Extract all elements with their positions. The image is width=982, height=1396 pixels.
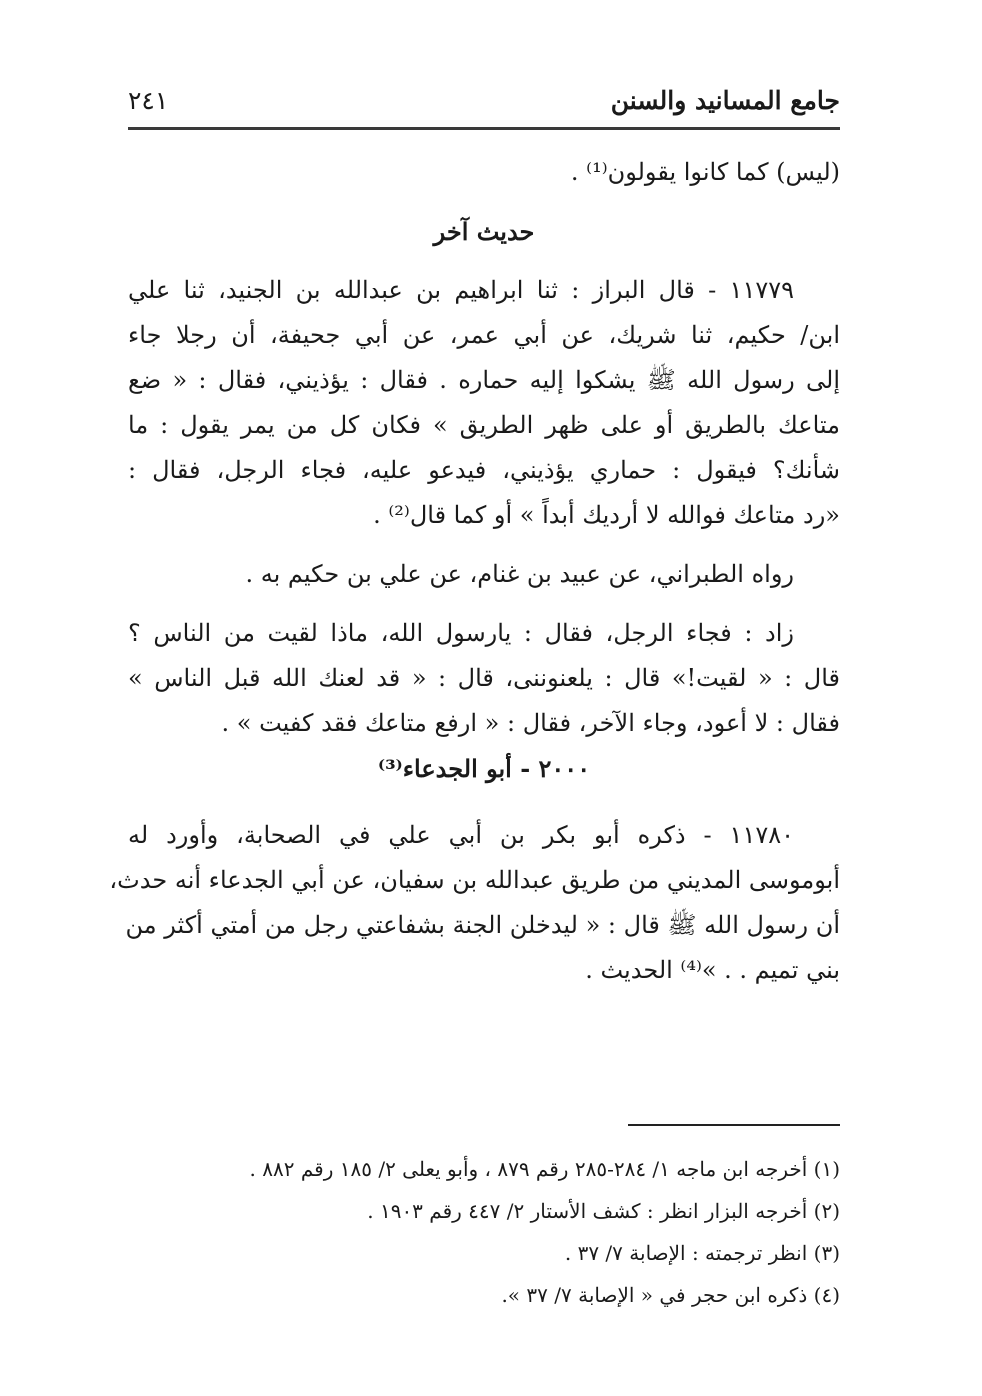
text-line: إلى رسول الله ﷺ يشكوا إليه حماره . فقال : يؤذيني، فقال : « ضع	[128, 366, 840, 394]
text-line: ابن/ حكيم، ثنا شريك، عن أبي عمر، عن أبي جحيفة، أن رجلا جاء	[128, 321, 840, 349]
text-line: ١١٧٨٠ - ذكره أبو بكر بن أبي علي في الصحابة، وأورد له	[128, 821, 794, 849]
footnote-rule	[628, 1124, 840, 1126]
entry-heading: ٢٠٠٠ - أبو الجدعاء⁽³⁾	[377, 754, 591, 783]
text-line: قال : « لقيت!» قال : يلعنوننى، قال : « قد لعنك الله قبل الناس »	[128, 664, 840, 692]
text-line: متاعك بالطريق أو على ظهر الطريق » فكان كل من يمر يقول : ما	[128, 411, 840, 439]
text-line: «رد متاعك فوالله لا أرديك أبداً » أو كما قال⁽²⁾ .	[373, 501, 840, 529]
text-line: فقال : لا أعود، وجاء الآخر، فقال : « ارفع متاعك فقد كفيت » .	[221, 709, 840, 737]
running-title: جامع المسانيد والسنن	[610, 86, 840, 115]
footnote: (١) أخرجه ابن ماجه ١/ ٢٨٤-٢٨٥ رقم ٨٧٩ ، وأبو يعلى ٢/ ١٨٥ رقم ٨٨٢ .	[249, 1157, 840, 1181]
text-line: شأنك؟ فيقول : حماري يؤذيني، فيدعو عليه، فجاء الرجل، فقال :	[128, 456, 840, 484]
footnote: (٣) انظر ترجمته : الإصابة ٧/ ٣٧ .	[564, 1241, 840, 1265]
text-line: ١١٧٧٩ - قال البراز : ثنا ابراهيم بن عبدالله بن الجنيد، ثنا علي	[128, 276, 794, 304]
section-heading: حديث آخر	[433, 217, 535, 246]
text-line: أن رسول الله ﷺ قال : « ليدخلن الجنة بشفاعتي رجل من أمتي أكثر من	[125, 911, 840, 939]
page-header	[128, 86, 840, 122]
page-number: ٢٤١	[128, 86, 169, 115]
text-line: بني تميم . . »⁽⁴⁾ الحديث .	[585, 956, 840, 984]
text-line: زاد : فجاء الرجل، فقال : يارسول الله، ماذا لقيت من الناس ؟	[128, 619, 794, 647]
text-line: (ليس) كما كانوا يقولون⁽¹⁾ .	[570, 158, 840, 186]
footnotes	[128, 1148, 840, 1316]
text-line: أبوموسى المديني من طريق عبدالله بن سفيان، عن أبي الجدعاء أنه حدث،	[109, 866, 840, 894]
text-line: رواه الطبراني، عن عبيد بن غنام، عن علي بن حكيم به .	[245, 560, 794, 588]
footnote: (٤) ذكره ابن حجر في « الإصابة ٧/ ٣٧ ».	[501, 1283, 840, 1307]
page-body	[109, 150, 840, 993]
footnote: (٢) أخرجه البزار انظر : كشف الأستار ٢/ ٤٤٧ رقم ١٩٠٣ .	[367, 1199, 840, 1223]
header-rule	[128, 127, 840, 130]
